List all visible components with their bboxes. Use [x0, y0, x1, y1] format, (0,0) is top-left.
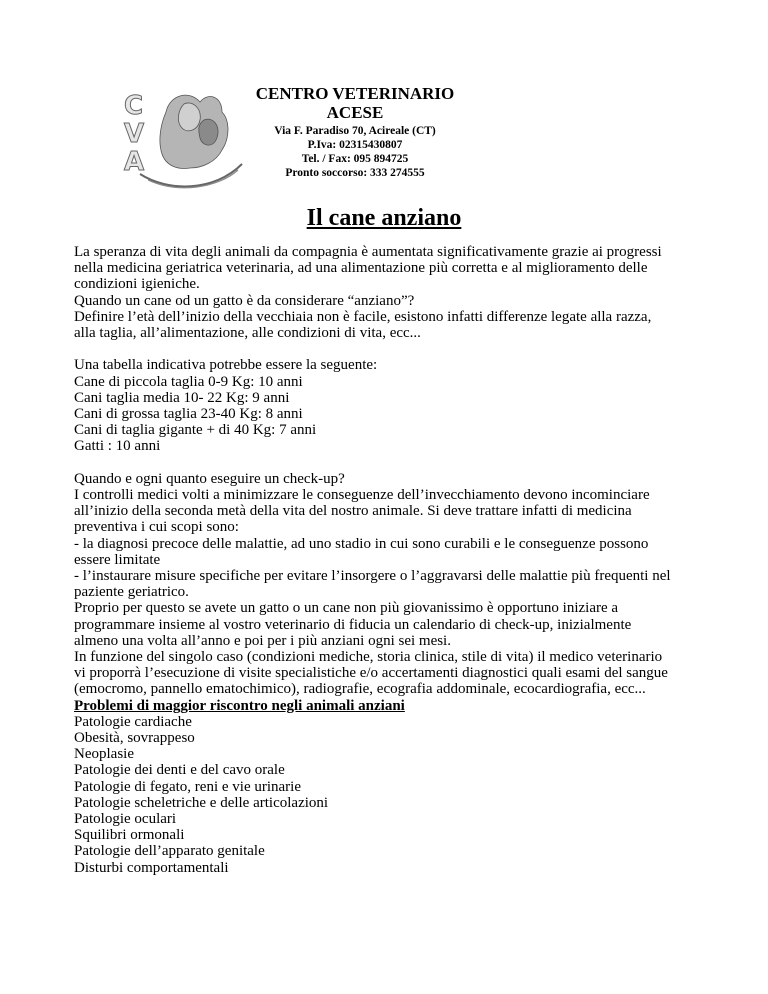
checkup-line: - la diagnosi precoce delle malattie, ad uno stadio in cui sono curabili e le conseguenze possono	[74, 535, 649, 552]
table-line: Una tabella indicativa potrebbe essere la seguente:	[74, 357, 378, 374]
problem-item: Patologie dei denti e del cavo orale	[74, 762, 285, 779]
problem-item: Patologie dell’apparato genitale	[74, 843, 265, 860]
document-body	[74, 244, 704, 876]
intro-line: La speranza di vita degli animali da compagnia è aumentata significativamente grazie ai progressi	[74, 244, 662, 260]
intro-line: Definire l’età dell’inizio della vecchiaia non è facile, esistono infatti differenze legate alla razza,	[74, 308, 652, 325]
problem-item: Patologie cardiache	[74, 713, 192, 730]
checkup-line: all’inizio della seconda metà della vita del nostro animale. Si deve trattare infatti di medicina	[74, 503, 632, 520]
table-line: Gatti : 10 anni	[74, 438, 161, 455]
logo-letter-v: V	[124, 119, 145, 149]
checkup-line: preventiva i cui scopi sono:	[74, 519, 239, 536]
problem-item: Patologie scheletriche e delle articolazioni	[74, 794, 329, 811]
clinic-name-line1: CENTRO VETERINARIO	[255, 84, 455, 103]
problem-item: Squilibri ormonali	[74, 827, 185, 844]
problem-item: Neoplasie	[74, 746, 134, 763]
problem-item: Patologie oculari	[74, 811, 177, 828]
logo-letter-a: A	[124, 147, 145, 177]
table-line: Cane di piccola taglia 0-9 Kg: 10 anni	[74, 373, 303, 390]
checkup-line: almeno una volta all’anno e poi per i più anziani ogni sei mesi.	[74, 632, 451, 649]
intro-line: Quando un cane od un gatto è da considerare “anziano”?	[74, 292, 415, 309]
clinic-address: Via F. Paradiso 70, Acireale (CT)	[274, 125, 436, 137]
intro-line: nella medicina geriatrica veterinaria, ad una alimentazione più corretta e al miglioramento delle	[74, 260, 648, 277]
checkup-line: vi proporrà l’esecuzione di visite specialistiche e/o accertamenti diagnostici quali esami del sangue	[74, 665, 668, 682]
clinic-emergency: Pronto soccorso: 333 274555	[285, 167, 425, 179]
logo-letter-c: C	[124, 91, 144, 121]
clinic-vat: P.Iva: 02315430807	[307, 139, 403, 151]
document-title: Il cane anziano	[306, 205, 462, 231]
checkup-line: (emocromo, pannello ematochimico), radiografie, ecografia addominale, ecocardiografia, ecc...	[74, 681, 646, 698]
letterhead	[118, 84, 478, 196]
checkup-line: Proprio per questo se avete un gatto o un cane non più giovanissimo è opportuno iniziare a	[74, 600, 619, 617]
problem-item: Obesità, sovrappeso	[74, 730, 195, 747]
checkup-line: - l’instaurare misure specifiche per evitare l’insorgere o l’aggravarsi delle malattie più frequenti nel	[74, 568, 671, 585]
clinic-name-line2: ACESE	[326, 103, 384, 122]
problems-heading: Problemi di maggior riscontro negli animali anziani	[74, 697, 405, 714]
checkup-line: Quando e ogni quanto eseguire un check-up?	[74, 470, 345, 487]
clinic-info	[240, 84, 470, 180]
clinic-phone: Tel. / Fax: 095 894725	[301, 153, 409, 165]
table-line: Cani taglia media 10- 22 Kg: 9 anni	[74, 389, 290, 406]
intro-line: alla taglia, all’alimentazione, alle condizioni di vita, ecc...	[74, 325, 421, 342]
table-line: Cani di taglia gigante + di 40 Kg: 7 anni	[74, 422, 317, 439]
intro-line: condizioni igieniche.	[74, 276, 200, 293]
checkup-line: I controlli medici volti a minimizzare le conseguenze dell’invecchiamento devono incominciare	[74, 487, 650, 504]
checkup-line: paziente geriatrico.	[74, 584, 189, 601]
table-line: Cani di grossa taglia 23-40 Kg: 8 anni	[74, 406, 303, 423]
checkup-line: essere limitate	[74, 551, 161, 568]
problem-item: Disturbi comportamentali	[74, 859, 229, 876]
problem-item: Patologie di fegato, reni e vie urinarie	[74, 778, 301, 795]
checkup-line: In funzione del singolo caso (condizioni mediche, storia clinica, stile di vita) il medico veterinario	[74, 649, 663, 666]
clinic-logo	[118, 84, 248, 196]
checkup-line: programmare insieme al vostro veterinario di fiducia un calendario di check-up, inizialmente	[74, 616, 632, 633]
